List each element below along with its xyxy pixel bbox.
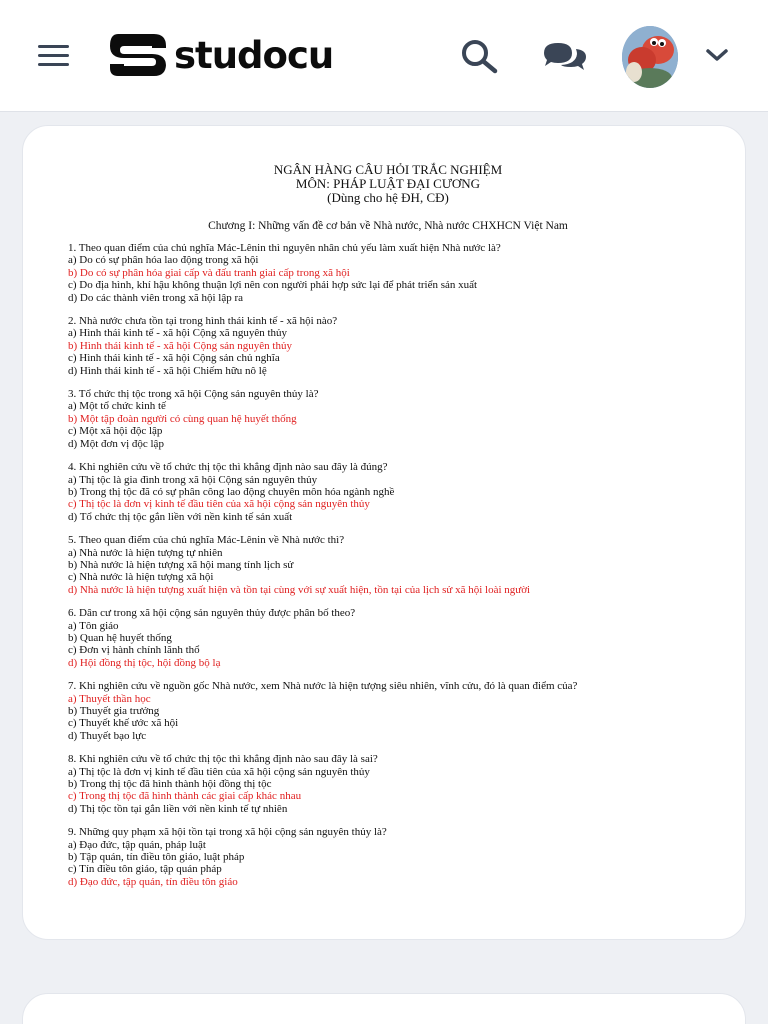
question-block	[68, 607, 708, 669]
answer-option-correct: a) Thuyết thần học	[68, 692, 151, 705]
answer-option: d) Một đơn vị độc lập	[68, 437, 164, 450]
answer-option-correct: b) Hình thái kinh tế - xã hội Cộng sản nguyên thủy	[68, 339, 292, 352]
answer-option: a) Thị tộc là đơn vị kinh tế đầu tiên của xã hội cộng sản nguyên thủy	[68, 765, 370, 778]
top-nav-bar	[0, 0, 768, 112]
answer-option: c) Đơn vị hành chính lãnh thổ	[68, 644, 200, 657]
answer-option: d) Thuyết bạo lực	[68, 729, 147, 742]
answer-option: d) Thị tộc tồn tại gắn liền với nền kinh tế tự nhiên	[68, 802, 288, 815]
answer-option: c) Hình thái kinh tế - xã hội Cộng sản chủ nghĩa	[68, 352, 280, 365]
document-content	[68, 163, 708, 888]
answer-option: a) Một tổ chức kinh tế	[68, 400, 166, 413]
avatar-image	[622, 26, 678, 88]
question-list	[68, 242, 708, 888]
answer-option: a) Do có sự phân hóa lao động trong xã hội	[68, 254, 259, 267]
question-text: 9. Những quy phạm xã hội tồn tại trong xã hội cộng sản nguyên thủy là?	[68, 826, 387, 839]
chapter-heading: Chương I: Những vấn đề cơ bản về Nhà nước, Nhà nước CHXHCN Việt Nam	[208, 220, 568, 232]
answer-option: a) Nhà nước là hiện tượng tự nhiên	[68, 546, 223, 559]
title-line: MÔN: PHÁP LUẬT ĐẠI CƯƠNG	[295, 176, 481, 191]
question-text: 3. Tổ chức thị tộc trong xã hội Cộng sản nguyên thủy là?	[68, 388, 319, 401]
answer-option: c) Thuyết khế ước xã hội	[68, 717, 179, 730]
answer-option: d) Do các thành viên trong xã hội lập ra	[68, 291, 244, 304]
answer-option: a) Tôn giáo	[68, 619, 119, 632]
answer-option-correct: d) Đạo đức, tập quán, tín điều tôn giáo	[68, 875, 238, 888]
search-icon[interactable]	[458, 38, 500, 74]
menu-icon[interactable]	[36, 40, 72, 70]
answer-option: b) Quan hệ huyết thống	[68, 631, 172, 644]
answer-option: c) Một xã hội độc lập	[68, 425, 163, 438]
question-text: 2. Nhà nước chưa tồn tại trong hình thái kinh tế - xã hội nào?	[68, 315, 338, 328]
answer-option-correct: c) Thị tộc là đơn vị kinh tế đầu tiên của xã hội cộng sản nguyên thủy	[68, 498, 370, 511]
title-line: (Dùng cho hệ ĐH, CĐ)	[327, 190, 449, 205]
question-text: 4. Khi nghiên cứu về tổ chức thị tộc thì khẳng định nào sau đây là đúng?	[68, 461, 388, 474]
answer-option: a) Hình thái kinh tế - xã hội Cộng xã nguyên thủy	[68, 327, 288, 340]
answer-option-correct: d) Hội đồng thị tộc, hội đồng bộ lạ	[68, 656, 221, 669]
question-text: 7. Khi nghiên cứu về nguồn gốc Nhà nước, xem Nhà nước là hiện tượng siêu nhiên, vĩnh cửu, đó là quan điểm của?	[68, 680, 578, 693]
answer-option: c) Do địa hình, khí hậu không thuận lợi nên con người phải hợp sức lại để phát triển sản xuất	[68, 279, 478, 292]
question-block	[68, 826, 708, 888]
question-text: 5. Theo quan điểm của chủ nghĩa Mác-Lênin về Nhà nước thì?	[68, 534, 345, 547]
user-avatar[interactable]	[622, 26, 678, 88]
answer-option: b) Trong thị tộc đã hình thành hội đồng thị tộc	[68, 778, 272, 791]
studocu-logo[interactable]	[108, 30, 333, 80]
question-block	[68, 461, 708, 523]
logo-text: studocu	[174, 33, 334, 77]
title-line: NGÂN HÀNG CÂU HỎI TRẮC NGHIỆM	[273, 162, 503, 177]
document-page	[22, 125, 746, 940]
question-text: 8. Khi nghiên cứu về tổ chức thị tộc thì khẳng định nào sau đây là sai?	[68, 753, 378, 766]
question-block	[68, 753, 708, 815]
studocu-logo-mark-icon	[108, 30, 168, 80]
question-block	[68, 534, 708, 596]
answer-option: b) Trong thị tộc đã có sự phân công lao động chuyên môn hóa ngành nghề	[68, 485, 395, 498]
document-title	[68, 163, 708, 205]
answer-option: d) Tổ chức thị tộc gắn liền với nền kinh tế sản xuất	[68, 510, 293, 523]
answer-option: a) Thị tộc là gia đình trong xã hội Cộng sản nguyên thủy	[68, 473, 318, 486]
answer-option-correct: b) Một tập đoàn người có cùng quan hệ huyết thống	[68, 412, 297, 425]
next-document-page	[22, 993, 746, 1024]
answer-option: a) Đạo đức, tập quán, pháp luật	[68, 838, 206, 851]
question-text: 1. Theo quan điểm của chủ nghĩa Mác-Lênin thì nguyên nhân chủ yếu làm xuất hiện Nhà nước là?	[68, 242, 501, 254]
chevron-down-icon[interactable]	[702, 44, 732, 66]
question-block	[68, 315, 708, 377]
answer-option-correct: c) Trong thị tộc đã hình thành các giai cấp khác nhau	[68, 790, 302, 803]
answer-option: b) Nhà nước là hiện tượng xã hội mang tính lịch sử	[68, 558, 294, 571]
question-block	[68, 680, 708, 742]
answer-option: c) Nhà nước là hiện tượng xã hội	[68, 571, 214, 584]
answer-option: c) Tín điều tôn giáo, tập quán pháp	[68, 863, 222, 876]
answer-option: b) Thuyết gia trưởng	[68, 705, 160, 717]
question-block	[68, 388, 708, 450]
answer-option-correct: b) Do có sự phân hóa giai cấp và đấu tranh giai cấp trong xã hội	[68, 266, 350, 279]
answer-option: b) Tập quán, tín điều tôn giáo, luật pháp	[68, 851, 245, 864]
question-block	[68, 242, 708, 304]
answer-option-correct: d) Nhà nước là hiện tượng xuất hiện và tồn tại cùng với sự xuất hiện, tồn tại của lịch sử xã hội loài người	[68, 583, 531, 596]
question-text: 6. Dân cư trong xã hội cộng sản nguyên thủy được phân bố theo?	[68, 607, 356, 620]
chat-icon[interactable]	[541, 40, 589, 74]
answer-option: d) Hình thái kinh tế - xã hội Chiếm hữu nô lệ	[68, 364, 267, 377]
